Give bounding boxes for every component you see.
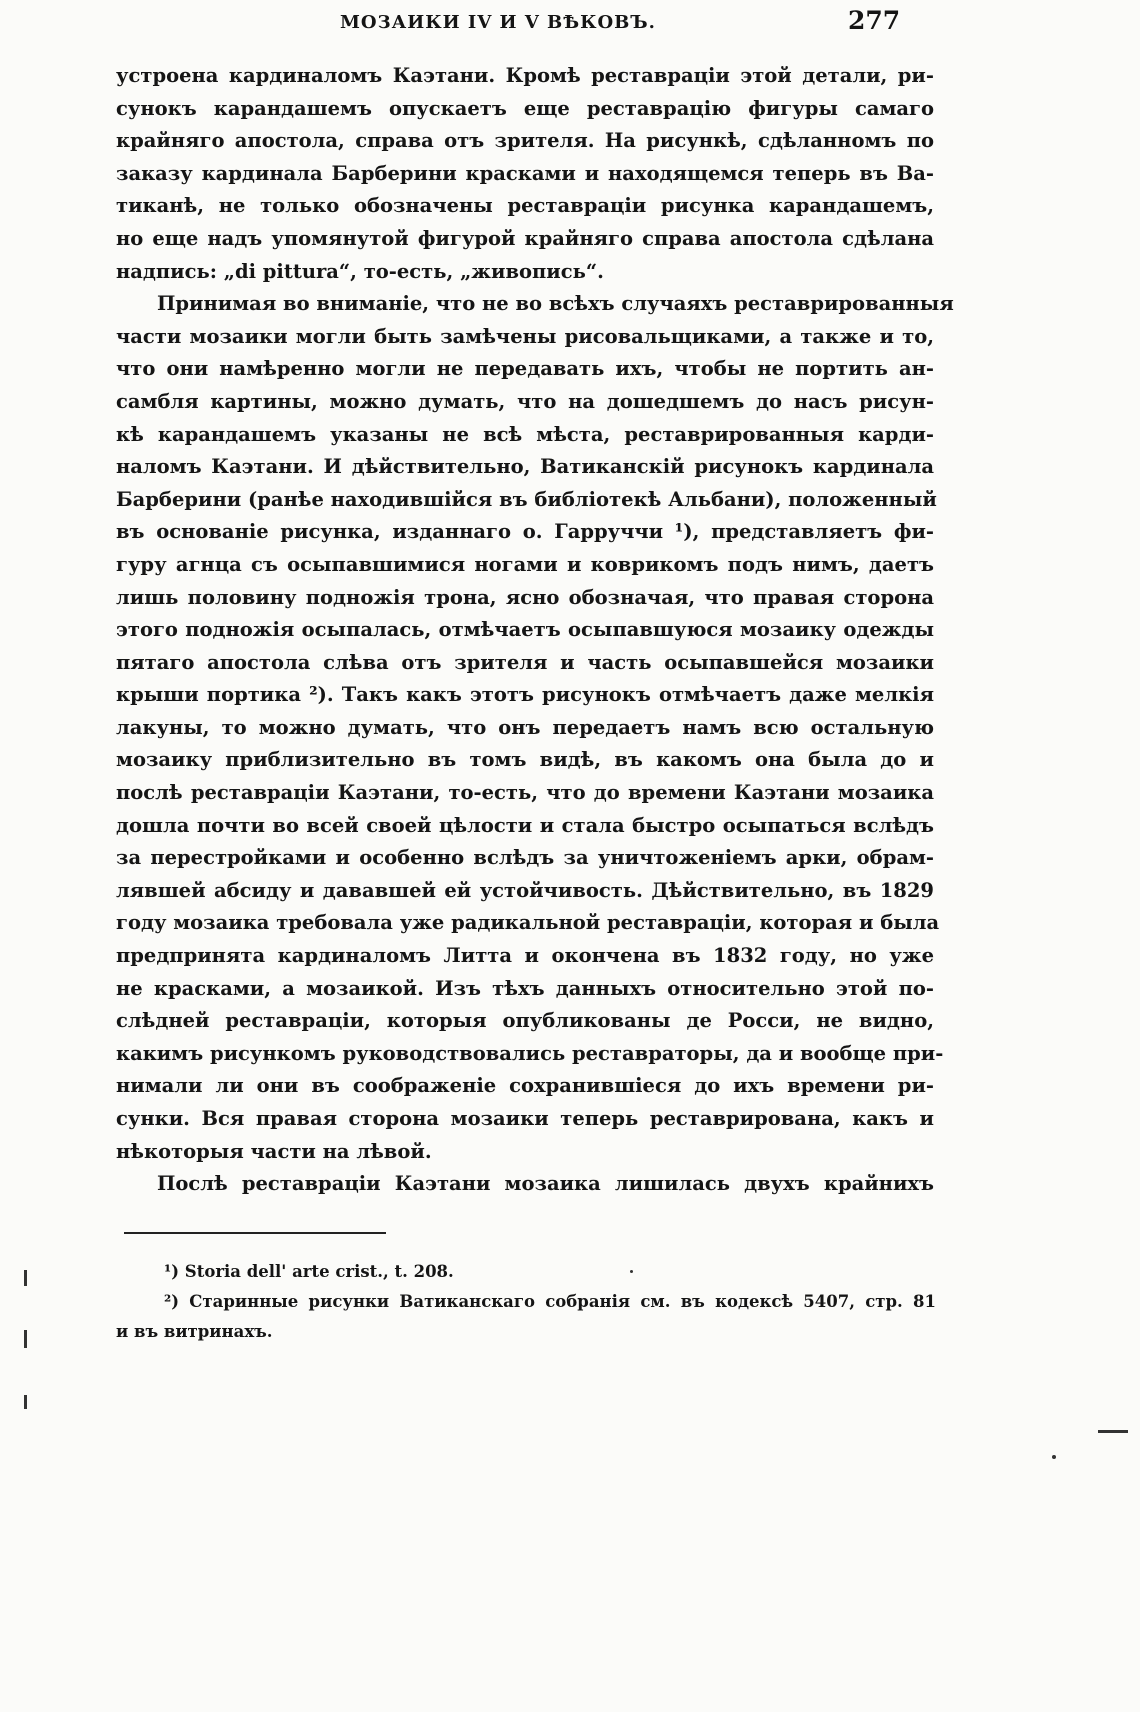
running-header (0, 8, 1140, 38)
footnote-2: ²) Старинные рисунки Ватиканскаго собранія см. въ кодексѣ 5407, стр. 81 (164, 1292, 936, 1311)
running-title: МОЗАИКИ IV И V ВѢКОВЪ. (340, 12, 656, 33)
text-line: наломъ Каэтани. И дѣйствительно, Ватиканскій рисунокъ кардинала (116, 455, 934, 479)
text-line: пятаго апостола слѣва отъ зрителя и часть осыпавшейся мозаики (116, 650, 934, 674)
text-line: въ основаніе рисунка, изданнаго о. Гарруччи ¹), представляетъ фи- (116, 520, 934, 544)
text-line: Послѣ реставраціи Каэтани мозаика лишилась двухъ крайнихъ (157, 1172, 934, 1196)
text-line: предпринята кардиналомъ Литта и окончена въ 1832 году, но уже (116, 944, 934, 968)
text-line: заказу кардинала Барберини красками и находящемся теперь въ Ва- (116, 161, 934, 185)
text-line: дошла почти во всей своей цѣлости и стала быстро осыпаться вслѣдъ (116, 813, 934, 837)
text-line: но еще надъ упомянутой фигурой крайняго справа апостола сдѣлана (116, 226, 934, 250)
scan-artifact (1098, 1430, 1128, 1433)
text-line: послѣ реставраціи Каэтани, то-есть, что до времени Каэтани мозаика (116, 781, 934, 805)
text-line: лишь половину подножія трона, ясно обозначая, что правая сторона (116, 585, 934, 609)
footnotes (116, 1257, 936, 1347)
text-line: устроена кардиналомъ Каэтани. Кромѣ реставраціи этой детали, ри- (116, 64, 934, 87)
footnote-1: ¹) Storia dell' arte crist., t. 208. (164, 1262, 454, 1281)
text-line: части мозаики могли быть замѣчены рисовальщиками, а также и то, (116, 324, 934, 348)
text-line: сунки. Вся правая сторона мозаики теперь реставрирована, какъ и (116, 1107, 934, 1130)
text-line: Принимая во вниманіе, что не во всѣхъ случаяхъ реставрированныя (157, 292, 954, 316)
text-line: что они намѣренно могли не передавать ихъ, чтобы не портить ан- (116, 357, 934, 381)
text-line: какимъ рисункомъ руководствовались реставраторы, да и вообще при- (116, 1041, 944, 1065)
text-line: кѣ карандашемъ указаны не всѣ мѣста, реставрированныя карди- (116, 422, 934, 446)
text-line: крыши портика ²). Такъ какъ этотъ рисунокъ отмѣчаетъ даже мелкія (116, 683, 934, 707)
text-line: нимали ли они въ соображеніе сохранившіеся до ихъ времени ри- (116, 1074, 934, 1098)
text-line: сунокъ карандашемъ опускаетъ еще реставрацію фигуры самаго (116, 96, 934, 120)
text-line: крайняго апостола, справа отъ зрителя. На рисункѣ, сдѣланномъ по (116, 129, 934, 153)
text-line: тиканѣ, не только обозначены реставраціи рисунка карандашемъ, (116, 194, 934, 218)
scan-artifact (24, 1270, 27, 1286)
text-line: за перестройками и особенно вслѣдъ за уничтоженіемъ арки, обрам- (116, 846, 934, 870)
text-line: надпись: „di pittura“, то-есть, „живопись“. (116, 259, 604, 283)
text-line: лявшей абсиду и дававшей ей устойчивость. Дѣйствительно, въ 1829 (116, 878, 934, 902)
scan-artifact (630, 1270, 633, 1273)
text-line: не красками, а мозаикой. Изъ тѣхъ данныхъ относительно этой по- (116, 976, 934, 1000)
text-line: Барберини (ранѣе находившійся въ библіотекѣ Альбани), положенный (116, 487, 937, 511)
text-line: мозаику приблизительно въ томъ видѣ, въ какомъ она была до и (116, 748, 934, 772)
text-line: гуру агнца съ осыпавшимися ногами и коврикомъ подъ нимъ, даетъ (116, 552, 934, 576)
scan-artifact (24, 1395, 27, 1409)
footnote-divider (124, 1232, 386, 1234)
text-line: самбля картины, можно думать, что на дошедшемъ до насъ рисун- (116, 389, 934, 413)
text-line: этого подножія осыпалась, отмѣчаетъ осыпавшуюся мозаику одежды (116, 618, 934, 642)
scan-artifact (24, 1330, 27, 1348)
text-line: году мозаика требовала уже радикальной реставраціи, которая и была (116, 911, 940, 935)
body-text (116, 60, 954, 1201)
page-number: 277 (848, 6, 901, 35)
text-line: слѣдней реставраціи, которыя опубликованы де Росси, не видно, (116, 1009, 934, 1033)
text-line: лакуны, то можно думать, что онъ передаетъ намъ всю остальную (116, 715, 934, 739)
scan-artifact (1052, 1455, 1056, 1459)
footnote-2-continuation: и въ витринахъ. (116, 1322, 273, 1341)
text-line: нѣкоторыя части на лѣвой. (116, 1139, 432, 1163)
